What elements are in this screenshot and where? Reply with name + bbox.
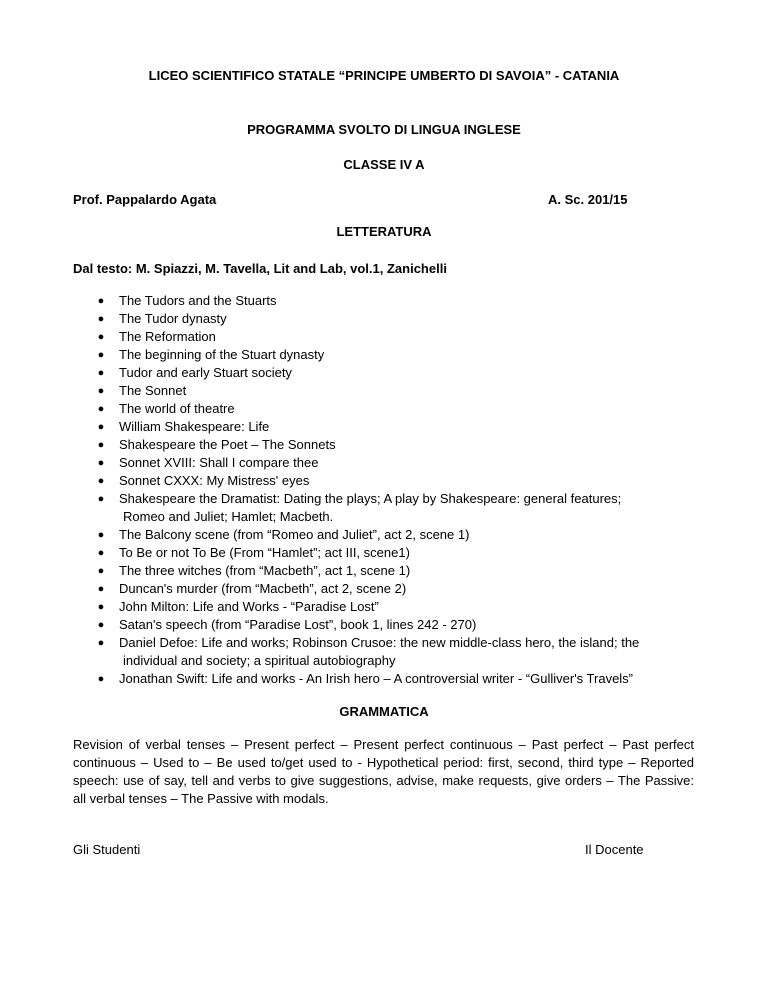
literature-topic-item bbox=[96, 292, 716, 310]
literature-topic-item bbox=[96, 418, 716, 436]
literature-topic-text: Sonnet CXXX: My Mistress' eyes bbox=[119, 473, 310, 488]
literature-topic-item bbox=[96, 382, 716, 400]
literature-topic-text: William Shakespeare: Life bbox=[119, 419, 270, 434]
class-label: CLASSE IV A bbox=[343, 157, 425, 172]
literature-topic-text: The beginning of the Stuart dynasty bbox=[119, 347, 325, 362]
literature-heading: LETTERATURA bbox=[336, 224, 432, 239]
literature-topic-item bbox=[96, 346, 716, 364]
literature-topic-text: Jonathan Swift: Life and works - An Irish hero – A controversial writer - “Gulliver's Travels” bbox=[119, 671, 634, 686]
literature-topic-text: The Tudors and the Stuarts bbox=[119, 293, 277, 308]
grammar-heading: GRAMMATICA bbox=[339, 704, 429, 719]
bullet-icon: ● bbox=[97, 349, 105, 361]
literature-topic-item bbox=[96, 472, 716, 490]
grammar-paragraph: Revision of verbal tenses – Present perfect – Present perfect continuous – Past perfect – Past perfect continuous – Used to – Be used to/get used to - Hypothetical period: first, second, third type – Reported speech: use of say, tell and verbs to give suggestions, advise, make requests, give orders – The Passive: all verbal tenses – The Passive with modals. bbox=[73, 737, 694, 806]
bullet-icon: ● bbox=[97, 583, 105, 595]
bullet-icon: ● bbox=[97, 295, 105, 307]
literature-topic-text: Shakespeare the Poet – The Sonnets bbox=[119, 437, 336, 452]
bullet-icon: ● bbox=[97, 313, 105, 325]
bullet-icon: ● bbox=[97, 475, 105, 487]
literature-topic-item bbox=[96, 526, 716, 544]
school-name: LICEO SCIENTIFICO STATALE “PRINCIPE UMBERTO DI SAVOIA” - CATANIA bbox=[148, 68, 620, 83]
bullet-icon: ● bbox=[97, 547, 105, 559]
literature-topic-item bbox=[96, 580, 716, 598]
bullet-icon: ● bbox=[97, 529, 105, 541]
literature-topic-text: To Be or not To Be (From “Hamlet”; act III, scene1) bbox=[119, 545, 410, 560]
school-year: A. Sc. 201/15 bbox=[548, 192, 628, 207]
bullet-icon: ● bbox=[97, 493, 105, 505]
textbook-reference: Dal testo: M. Spiazzi, M. Tavella, Lit and Lab, vol.1, Zanichelli bbox=[73, 261, 447, 276]
bullet-icon: ● bbox=[97, 367, 105, 379]
bullet-icon: ● bbox=[97, 619, 105, 631]
bullet-icon: ● bbox=[97, 565, 105, 577]
literature-topic-item bbox=[96, 400, 716, 418]
bullet-icon: ● bbox=[97, 637, 105, 649]
literature-topic-item bbox=[96, 310, 716, 328]
bullet-icon: ● bbox=[97, 601, 105, 613]
bullet-icon: ● bbox=[97, 673, 105, 685]
literature-topic-item bbox=[96, 616, 716, 634]
bullet-icon: ● bbox=[97, 331, 105, 343]
bullet-icon: ● bbox=[97, 457, 105, 469]
literature-topic-text: Tudor and early Stuart society bbox=[119, 365, 292, 380]
literature-topic-item bbox=[96, 670, 716, 688]
bullet-icon: ● bbox=[97, 403, 105, 415]
literature-topic-item bbox=[96, 436, 716, 454]
literature-topic-item bbox=[96, 562, 716, 580]
literature-topic-text: John Milton: Life and Works - “Paradise Lost” bbox=[119, 599, 379, 614]
literature-topic-text: The Reformation bbox=[119, 329, 216, 344]
literature-topic-item bbox=[96, 328, 716, 346]
literature-topic-item bbox=[96, 490, 716, 526]
literature-topic-item bbox=[96, 634, 716, 670]
literature-topic-item bbox=[96, 364, 716, 382]
literature-topic-text: Duncan's murder (from “Macbeth”, act 2, scene 2) bbox=[119, 581, 407, 596]
literature-topic-continuation: individual and society; a spiritual autobiography bbox=[123, 653, 396, 668]
teacher-signature-label: Il Docente bbox=[585, 842, 644, 857]
literature-topic-text: The three witches (from “Macbeth”, act 1, scene 1) bbox=[119, 563, 411, 578]
literature-topic-continuation: Romeo and Juliet; Hamlet; Macbeth. bbox=[123, 509, 334, 524]
literature-topic-text: Satan's speech (from “Paradise Lost”, book 1, lines 242 - 270) bbox=[119, 617, 477, 632]
literature-topic-item bbox=[96, 598, 716, 616]
bullet-icon: ● bbox=[97, 439, 105, 451]
teacher-name: Prof. Pappalardo Agata bbox=[73, 192, 217, 207]
literature-topic-text: The world of theatre bbox=[119, 401, 235, 416]
bullet-icon: ● bbox=[97, 421, 105, 433]
literature-topic-text: The Tudor dynasty bbox=[119, 311, 227, 326]
literature-topic-text: The Balcony scene (from “Romeo and Juliet”, act 2, scene 1) bbox=[119, 527, 470, 542]
literature-topic-text: The Sonnet bbox=[119, 383, 187, 398]
literature-topic-text: Shakespeare the Dramatist: Dating the plays; A play by Shakespeare: general features; bbox=[119, 491, 622, 506]
literature-topic-text: Sonnet XVIII: Shall I compare thee bbox=[119, 455, 319, 470]
literature-topic-item bbox=[96, 454, 716, 472]
bullet-icon: ● bbox=[97, 385, 105, 397]
program-title: PROGRAMMA SVOLTO DI LINGUA INGLESE bbox=[247, 122, 521, 137]
literature-topic-item bbox=[96, 544, 716, 562]
students-signature-label: Gli Studenti bbox=[73, 842, 141, 857]
literature-topic-text: Daniel Defoe: Life and works; Robinson Crusoe: the new middle-class hero, the island; the bbox=[119, 635, 640, 650]
literature-topic-list bbox=[96, 292, 716, 688]
